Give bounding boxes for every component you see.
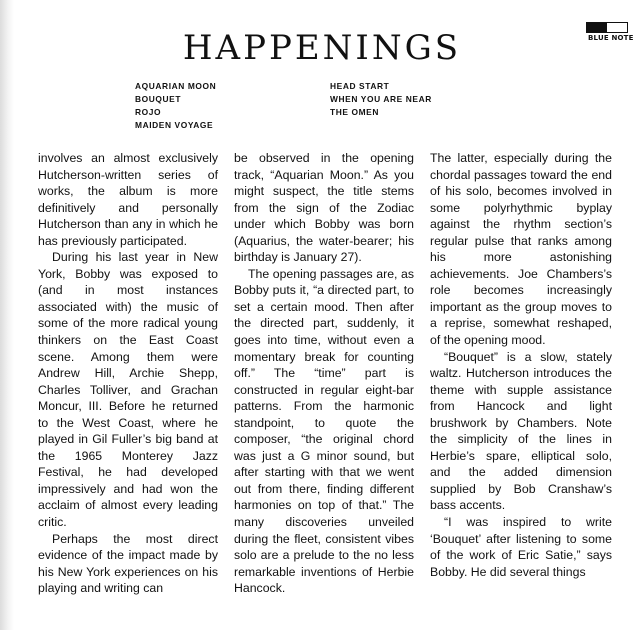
blue-note-logo — [586, 22, 636, 46]
track-item: THE OMEN — [330, 107, 380, 117]
track-item: MAIDEN VOYAGE — [135, 120, 214, 130]
track-item: HEAD START — [330, 81, 390, 91]
text-column-1 — [38, 150, 218, 597]
track-item: BOUQUET — [135, 94, 182, 104]
logo-black-block — [586, 22, 606, 33]
track-item: WHEN YOU ARE NEAR — [330, 94, 432, 104]
paragraph: be observed in the opening track, “Aquarian Moon.” As you might suspect, the title stems from the sign of the Zodiac under which Bobby was born (Aquarius, the water-bearer; his birthday is January 27). — [234, 151, 414, 265]
track-item: ROJO — [135, 107, 162, 117]
logo-outline-block — [606, 22, 628, 33]
text-column-3 — [430, 150, 612, 580]
paragraph: Perhaps the most direct evidence of the impact made by his New York experiences on his playing and writing can — [38, 531, 218, 596]
paragraph: The opening passages are, as Bobby puts it, “a directed part, to set a certain mood. Then after the directed part, suddenly, it goes into time, without even a momentary break for counting off.” The “time” part is constructed in regular eight-bar patterns. From the harmonic standpoint, to quote the composer, “the original chord was just a G minor sound, but after starting with that we went out from there, finding different harmonies on top of that.” The many discoveries unveiled during the fleet, consistent vibes solo are a prelude to the no less remarkable inventions of Herbie Hancock. — [234, 266, 414, 596]
track-list-left — [135, 80, 216, 132]
page-crease-shadow — [0, 0, 14, 630]
paragraph: involves an almost exclusively Hutcherson-written series of works, the album is more definitively and personally Hutcherson than any in which he has previously participated. — [38, 151, 218, 248]
paragraph: “Bouquet” is a slow, stately waltz. Hutcherson introduces the theme with supple assistance from Hancock and light brushwork by Chambers. Note the simplicity of the lines in Herbie’s spare, elliptical solo, and the added dimension supplied by Bob Cranshaw’s bass accents. — [430, 349, 612, 513]
paragraph: The latter, especially during the chordal passages toward the end of his solo, becomes involved in some polyrhythmic byplay against the rhythm section’s regular pulse that ranks among his more astonishing achievements. Joe Chambers’s role becomes increasingly important as the group moves to a reprise, somewhat reshaped, of the opening mood. — [430, 151, 612, 348]
paragraph: “I was inspired to write ‘Bouquet’ after listening to some of the work of Eric Satie,” says Bobby. He did several things — [430, 515, 612, 579]
page-title: HAPPENINGS — [182, 28, 462, 68]
paragraph: During his last year in New York, Bobby was exposed to (and in most instances associated with) the music of some of the more radical young thinkers on the East Coast scene. Among them were Andrew Hill, Archie Shepp, Charles Tolliver, and Grachan Moncur, III. Before he returned to the West Coast, where he played in Gil Fuller’s big band at the 1965 Monterey Jazz Festival, he had developed impressively and had won the acclaim of almost every leading critic. — [38, 250, 218, 530]
logo-text: BLUE NOTE — [588, 34, 634, 42]
text-column-2 — [234, 150, 414, 597]
track-item: AQUARIAN MOON — [135, 81, 217, 91]
track-list-right — [330, 80, 432, 119]
